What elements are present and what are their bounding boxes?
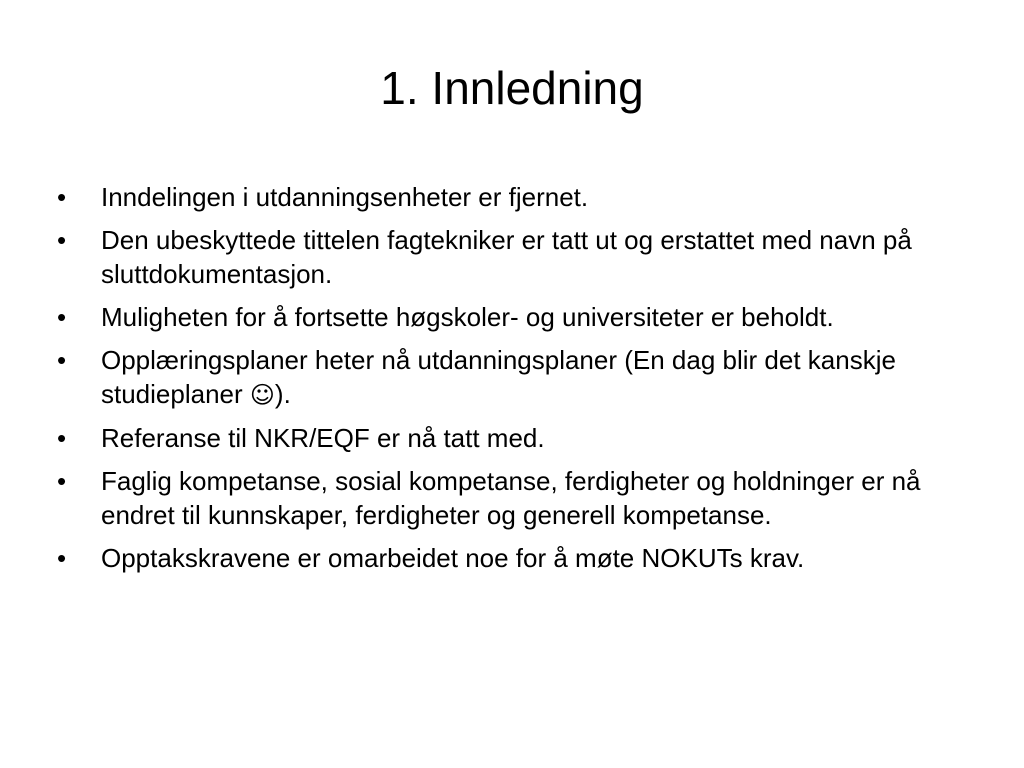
- bullet-text: Opptakskravene er omarbeidet noe for å møte NOKUTs krav.: [101, 543, 805, 573]
- bullet-item: [57, 464, 957, 532]
- slide-title: 1. Innledning: [380, 62, 644, 114]
- bullet-item: [57, 541, 957, 575]
- bullet-item: [57, 421, 957, 455]
- bullet-text: Faglig kompetanse, sosial kompetanse, ferdigheter og holdninger er nå endret til kunnskaper, ferdigheter og generell kompetanse.: [101, 466, 921, 530]
- bullet-item: [57, 180, 957, 214]
- bullet-marker: •: [57, 302, 67, 332]
- bullet-text-before: Opplæringsplaner heter nå utdanningsplaner (En dag blir det kanskje studieplaner: [101, 345, 896, 409]
- bullet-item: [57, 343, 957, 412]
- bullet-item: [57, 300, 957, 334]
- bullet-marker: •: [57, 182, 67, 212]
- bullet-marker: •: [57, 225, 67, 255]
- smiley-icon: ☺: [249, 381, 275, 409]
- bullet-item: [57, 223, 957, 291]
- bullet-marker: •: [57, 543, 67, 573]
- bullet-text: Referanse til NKR/EQF er nå tatt med.: [101, 423, 545, 453]
- bullet-text-after: ).: [274, 379, 291, 409]
- bullet-text: Den ubeskyttede tittelen fagtekniker er tatt ut og erstattet med navn på sluttdokumentasjon.: [101, 225, 912, 289]
- bullet-marker: •: [57, 423, 67, 453]
- bullet-marker: •: [57, 345, 67, 375]
- bullet-text: Muligheten for å fortsette høgskoler- og universiteter er beholdt.: [101, 302, 834, 332]
- bullet-list: [57, 180, 957, 584]
- bullet-marker: •: [57, 466, 67, 496]
- bullet-text: Inndelingen i utdanningsenheter er fjernet.: [101, 182, 589, 212]
